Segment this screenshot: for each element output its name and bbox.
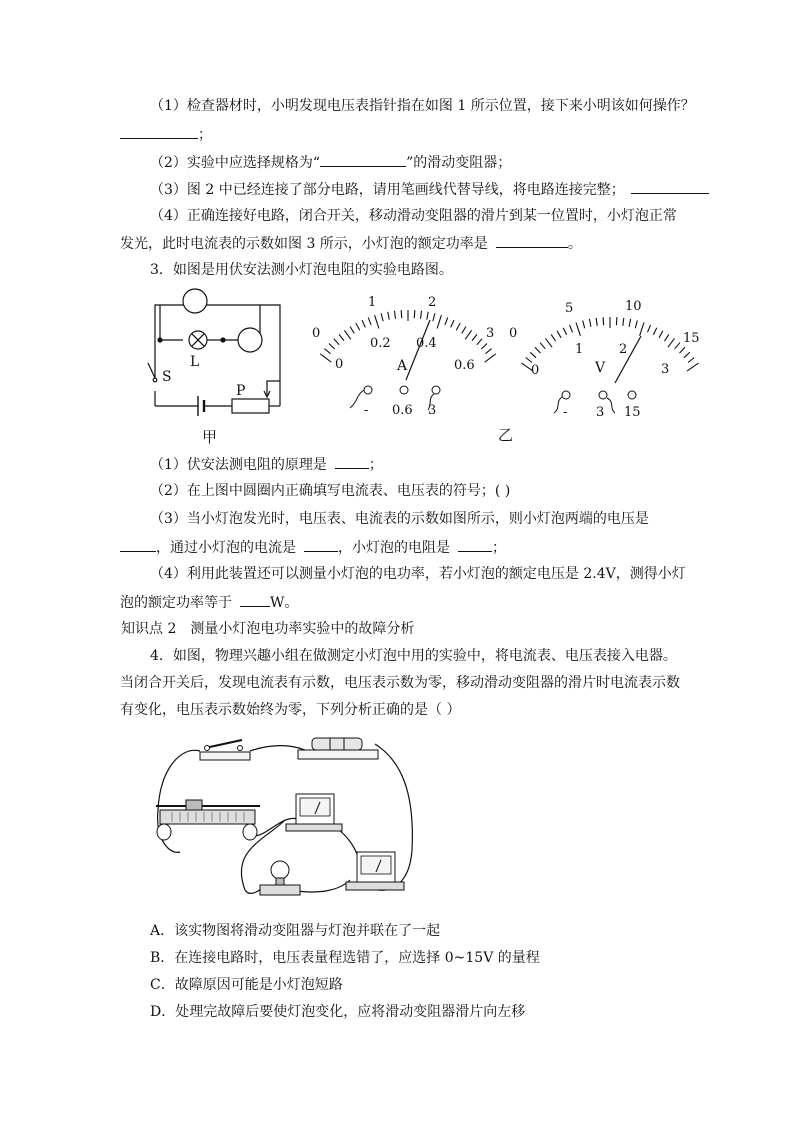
q3-part2: （2）在上图中圆圈内正确填写电流表、电压表的符号；( ) [150,483,511,499]
ammeter-scale-tick [465,330,471,339]
ammeter-scale-tick [456,323,460,330]
figure-caption-yi: 乙 [498,426,514,444]
ammeter-scale-tick [481,344,487,350]
ammeter-scale-tick [437,315,441,328]
svg-text:0: 0 [335,357,344,372]
q3-part4-line1: （4）利用此装置还可以测量小灯泡的电功率，若小灯泡的额定电压是 2.4V，测得小灯 [150,566,686,582]
figure-caption-jia: 甲 [202,428,218,446]
svg-text:15: 15 [624,405,641,420]
answer-blank[interactable] [631,179,709,194]
q1-part1-answer: ； [120,124,212,145]
svg-text:3: 3 [661,362,670,377]
q1-part4-line2: 发光，此时电流表的示数如图 3 所示，小灯泡的额定功率是 。 [120,233,582,254]
q3-stem: 3．如图是用伏安法测小灯泡电阻的实验电路图。 [150,262,453,278]
battery-device-icon [298,738,378,759]
q3-part4-line2: 泡的额定功率等于 W。 [120,592,298,613]
answer-blank[interactable] [120,537,156,552]
ammeter-scale-tick [334,339,339,345]
voltmeter-device-icon [286,794,342,831]
svg-text:1: 1 [368,295,377,310]
ammeter-scale-tick [344,330,350,339]
ammeter-scale-tick [329,344,335,350]
voltmeter-scale-tick [526,358,532,363]
voltmeter-scale-tick [629,319,631,327]
voltmeter-scale-tick [623,318,624,326]
svg-text:2: 2 [428,295,437,310]
q1-part1: （1）检查器材时，小明发现电压表指针指在如图 1 所示位置，接下来小明该如何操作？ [150,98,695,114]
voltmeter-scale-tick [563,328,567,335]
voltmeter-scale-tick [675,343,680,349]
q4-option-c[interactable]: C．故障原因可能是小灯泡短路 [150,977,343,993]
voltmeter-scale-tick [530,352,536,357]
q1-part4-line1: （4）正确连接好电路，闭合开关，移动滑动变阻器的滑片到某一位置时，小灯泡正常 [150,208,677,224]
voltmeter-scale-tick [535,347,541,353]
answer-blank[interactable] [240,592,270,607]
voltmeter-scale-tick [635,321,637,329]
ammeter-scale-tick [485,354,496,362]
ammeter-scale-tick [375,315,379,328]
q3-part3-line1: （3）当小灯泡发光时，电压表、电流表的示数如图所示，则小灯泡两端的电压是 [150,511,649,527]
q4-stem-line2: 当闭合开关后，发现电流表有示数，电压表示数为零，移动滑动变阻器的滑片时电流表示数 [120,675,680,691]
ammeter-scale-tick [320,354,331,362]
svg-text:0.6: 0.6 [454,358,475,373]
svg-text:3: 3 [486,326,495,341]
svg-text:10: 10 [625,299,642,314]
ammeter-dial [300,290,510,430]
ammeter-scale-tick [388,312,389,320]
voltmeter-scale-tick [640,323,644,336]
voltmeter-scale-tick [653,328,657,335]
ammeter-scale-tick [421,311,422,319]
ammeter-scale-tick [395,311,396,319]
ammeter-scale-tick [362,320,365,327]
voltmeter-scale-tick [576,323,580,336]
svg-text:2: 2 [619,342,628,357]
switch-device-icon [200,740,250,760]
physical-circuit-illustration [150,730,430,902]
voltmeter-scale-tick [688,358,694,363]
section-heading: 知识点 2 测量小灯泡电功率实验中的故障分析 [121,621,415,637]
ammeter-scale-tick [427,312,428,320]
svg-text:-: - [563,405,568,420]
svg-text:0.2: 0.2 [370,336,391,351]
ammeter-scale-tick [451,320,454,327]
voltmeter-scale-tick [596,318,597,326]
voltmeter-scale-tick [687,363,699,371]
q4-option-b[interactable]: B．在连接电路时，电压表量程选错了，应选择 0~15V 的量程 [150,950,540,966]
voltmeter-scale-tick [665,334,669,341]
ammeter-device-icon [346,852,404,890]
ammeter-scale-tick [339,334,344,340]
svg-text:0: 0 [509,326,518,341]
voltmeter-scale-tick [659,331,663,338]
voltmeter-scale-tick [589,319,591,327]
rheostat-device-icon [156,800,260,840]
svg-text:0: 0 [312,326,321,341]
svg-text:0.6: 0.6 [392,403,413,418]
q4-option-d[interactable]: D．处理完故障后要使灯泡变化，应将滑动变阻器滑片向左移 [150,1004,526,1020]
voltmeter-scale-tick [551,334,555,341]
ammeter-scale-tick [445,317,448,325]
ammeter-scale-tick [433,313,435,321]
answer-blank[interactable] [320,152,406,167]
q4-stem-line3: 有变化，电压表示数始终为零，下列分析正确的是（ ） [120,702,461,718]
voltmeter-dial [498,290,715,444]
switch-icon [148,363,155,378]
svg-text:5: 5 [565,301,574,316]
q1-part2: （2）实验中应选择规格为“ ”的滑动变阻器； [150,152,511,173]
ammeter-scale-tick [486,349,492,354]
svg-text:3: 3 [428,403,437,418]
voltmeter-scale-tick [680,347,686,353]
ammeter-unit: A [397,358,408,374]
voltmeter-scale-tick [684,352,690,357]
meter-circle-right[interactable] [238,328,262,352]
answer-blank[interactable] [120,124,198,139]
voltmeter-scale-tick [540,343,545,349]
q1-part3: （3）图 2 中已经连接了部分电路，请用笔画线代替导线，将电路连接完整； [150,179,709,200]
ammeter-scale-tick [356,323,360,330]
slider-label: P [236,383,246,399]
rheostat-icon [232,399,269,413]
voltmeter-scale-tick [648,325,651,332]
q4-option-a[interactable]: A．该实物图将滑动变阻器与灯泡并联在了一起 [150,923,441,939]
voltmeter-scale-tick [570,325,573,332]
voltmeter-scale-tick [546,338,553,347]
bulb-device-icon [260,861,300,895]
answer-blank[interactable] [496,233,568,248]
q4-stem-line1: 4．如图，物理兴趣小组在做测定小灯泡中用的实验中，将电流表、电压表接入电器。 [150,648,677,664]
ammeter-scale-tick [414,310,415,318]
ammeter-scale-tick [472,334,477,340]
ammeter-scale-tick [462,327,466,334]
meter-circle-top[interactable] [183,289,207,313]
voltmeter-scale-tick [616,317,617,325]
voltmeter-unit: V [595,360,606,376]
voltmeter-scale-tick [557,331,561,338]
voltmeter-scale-tick [603,317,604,325]
svg-text:1: 1 [575,342,584,357]
voltmeter-scale-tick [668,338,675,347]
ammeter-scale-tick [381,313,383,321]
svg-text:0.4: 0.4 [416,336,437,351]
ammeter-scale-tick [368,317,371,325]
svg-text:-: - [364,403,369,418]
switch-label: S [162,369,172,385]
circuit-diagram [140,283,290,446]
answer-blank[interactable] [304,537,338,552]
ammeter-scale-tick [401,310,402,318]
q3-part1: （1）伏安法测电阻的原理是 ； [150,454,383,475]
answer-blank[interactable] [458,537,492,552]
ammeter-scale-tick [477,339,482,345]
svg-text:3: 3 [596,405,605,420]
ammeter-scale-tick [324,349,330,354]
ammeter-scale-tick [350,327,354,334]
svg-text:0: 0 [531,363,540,378]
lamp-label: L [190,354,200,370]
svg-text:15: 15 [683,331,700,346]
voltmeter-scale-tick [583,321,585,329]
q3-part3-line2: ，通过小灯泡的电流是 ，小灯泡的电阻是 ； [120,537,506,558]
answer-blank[interactable] [335,454,369,469]
